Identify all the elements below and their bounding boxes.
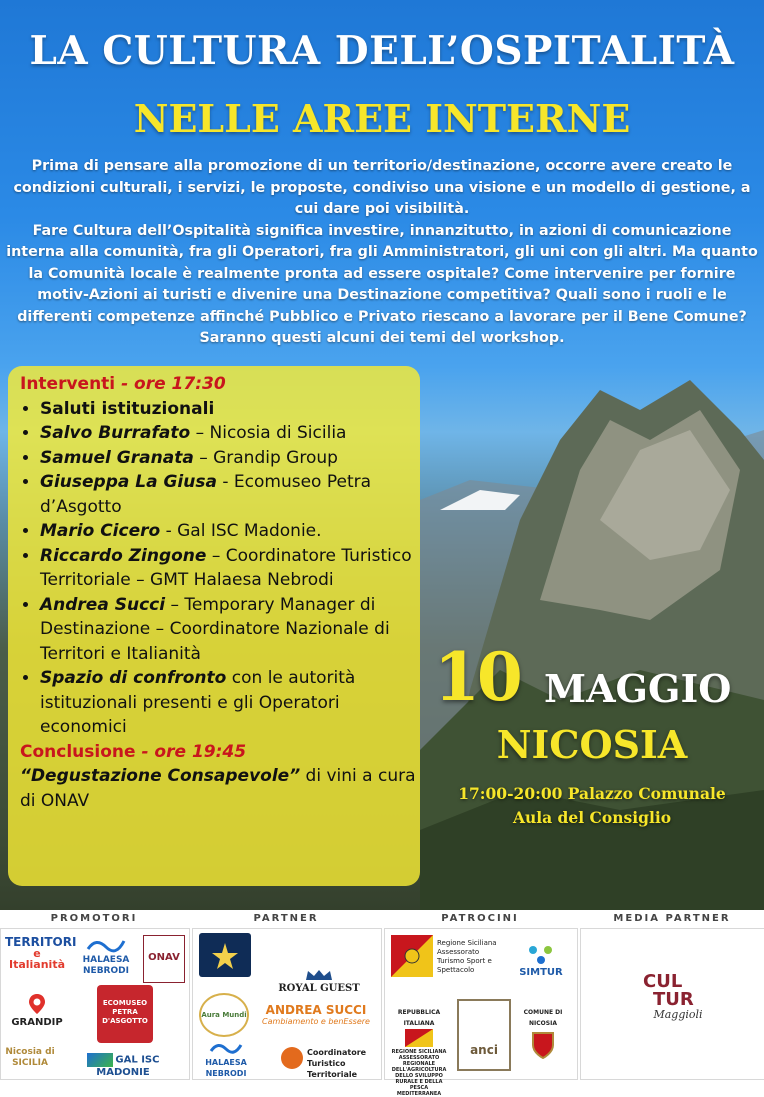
- simtur-logo: SIMTUR: [511, 945, 571, 978]
- intro-paragraph: Fare Cultura dell’Ospitalità significa investire, innanzitutto, in azioni di comunicazione interna alla comunità, fra gli Operatori, fra gli Amministratori, gli uni con gli altri. Ma quanto la Comunità locale è realmente pronta ad essere ospitale? Come intervenire per fornire motiv-Azioni ai turisti e divenire una Destinazione competitiva? Quali sono i ruoli e le differenti competenze affinché Pubblico e Privato riescano a lavorare per il Bene Comune?: [6, 222, 758, 325]
- intro-paragraph: Saranno questi alcuni dei temi del workshop.: [199, 330, 565, 346]
- closing-text: “Degustazione Consapevole” di vini a cura di ONAV: [20, 766, 416, 811]
- promotori-heading: PROMOTORI: [0, 910, 188, 928]
- list-item: • Samuel Granata – Grandip Group: [40, 446, 416, 471]
- nicosia-sicilia-logo: Nicosia di SICILIA: [5, 1047, 55, 1068]
- intro-paragraph: Prima di pensare alla promozione di un territorio/destinazione, occorre avere creato le condizioni culturali, i servizi, le proposte, condiviso una visione e un modello di gestione, a cui dare poi visibilità.: [13, 158, 751, 217]
- event-place: Aula del Consiglio: [512, 808, 672, 827]
- halaesa-logo: HALAESA NEBRODI: [77, 937, 135, 977]
- repubblica-logo: REPUBBLICA ITALIANA REGIONE SICILIANA ASSESSORATO REGIONALE DELL'AGRICOLTURA DELLO SVILUPPO RURALE E DELLA PESCA MEDITERRANEA: [391, 1009, 447, 1097]
- patrocini-logos: [384, 928, 578, 1097]
- event-date: [432, 638, 752, 716]
- list-item: • Saluti istituzionali: [40, 397, 416, 422]
- coat-of-arms-icon: [531, 1029, 555, 1059]
- royal-guest-logo: ROYAL GUEST: [263, 969, 375, 994]
- event-day: 10: [434, 638, 520, 716]
- cultur-logo: CUL TUR Maggioli: [643, 971, 703, 1021]
- patrocini-heading: PATROCINI: [384, 910, 576, 928]
- star-icon: [199, 933, 251, 977]
- poster-title: LA CULTURA DELL’OSPITALITÀ: [29, 28, 735, 74]
- regione-flag-logo: [391, 935, 433, 977]
- flag-icon: [405, 1029, 433, 1047]
- gal-logo: GAL ISC MADONIE: [61, 1053, 185, 1079]
- halaesa-partner-logo: HALAESA NEBRODI: [199, 1041, 253, 1079]
- list-item: • Andrea Succi – Temporary Manager di Destinazione – Coordinatore Nazionale di Territori e Italianità: [40, 593, 416, 667]
- interventi-heading: Interventi - ore 17:30: [20, 374, 226, 394]
- media-partner-heading: MEDIA PARTNER: [580, 910, 764, 928]
- map-pin-icon: [28, 993, 46, 1015]
- crown-icon: [304, 969, 334, 981]
- petra-logo: ECOMUSEO PETRA D'ASGOTTO: [97, 985, 153, 1043]
- media-partner-logos: [580, 928, 764, 1080]
- list-item: • Riccardo Zingone – Coordinatore Turistico Territoriale – GMT Halaesa Nebrodi: [40, 544, 416, 593]
- list-item: • Spazio di confronto con le autorità istituzionali presenti e gli Operatori economici: [40, 666, 416, 740]
- intro-text: [6, 156, 758, 350]
- comune-nicosia-logo: COMUNE DI NICOSIA: [513, 1007, 573, 1061]
- list-item: • Salvo Burrafato – Nicosia di Sicilia: [40, 421, 416, 446]
- program-panel: [8, 366, 420, 886]
- conclusione-heading: Conclusione - ore 19:45: [20, 741, 247, 762]
- aura-mundi-logo: Aura Mundi: [199, 993, 249, 1037]
- partner-logos: [192, 928, 382, 1080]
- ctt-logo: Coordinatore Turistico Territoriale: [285, 1047, 377, 1080]
- event-month: MAGGIO: [544, 666, 732, 711]
- andrea-succi-logo: ANDREA SUCCI Cambiamento e benEssere: [262, 1003, 370, 1026]
- onav-logo: ONAV: [143, 935, 185, 983]
- territori-logo: TERRITORI e Italianità: [5, 935, 77, 971]
- poster-subtitle: NELLE AREE INTERNE: [133, 96, 631, 141]
- ctt-icon: [281, 1047, 303, 1069]
- regione-text: Regione Siciliana Assessorato Turismo Sport e Spettacolo: [437, 939, 497, 974]
- list-item: • Mario Cicero - Gal ISC Madonie.: [40, 519, 416, 544]
- molecule-icon: [528, 945, 554, 965]
- speaker-list: [20, 397, 416, 740]
- partner-heading: PARTNER: [192, 910, 380, 928]
- trinacria-icon: [391, 935, 433, 977]
- list-item: • Giuseppa La Giusa - Ecomuseo Petra d’Asgotto: [40, 470, 416, 519]
- grandip-logo: GRANDIP: [7, 993, 67, 1028]
- promotori-logos: [0, 928, 190, 1080]
- anci-logo: anci: [457, 999, 511, 1071]
- sponsor-footer: [0, 910, 764, 1097]
- star-logo: [199, 933, 251, 977]
- event-time-place: [432, 782, 752, 830]
- wave-icon: [209, 1041, 243, 1055]
- wave-icon: [86, 937, 126, 953]
- event-city: NICOSIA: [496, 722, 688, 767]
- event-time: 17:00-20:00 Palazzo Comunale: [458, 784, 726, 803]
